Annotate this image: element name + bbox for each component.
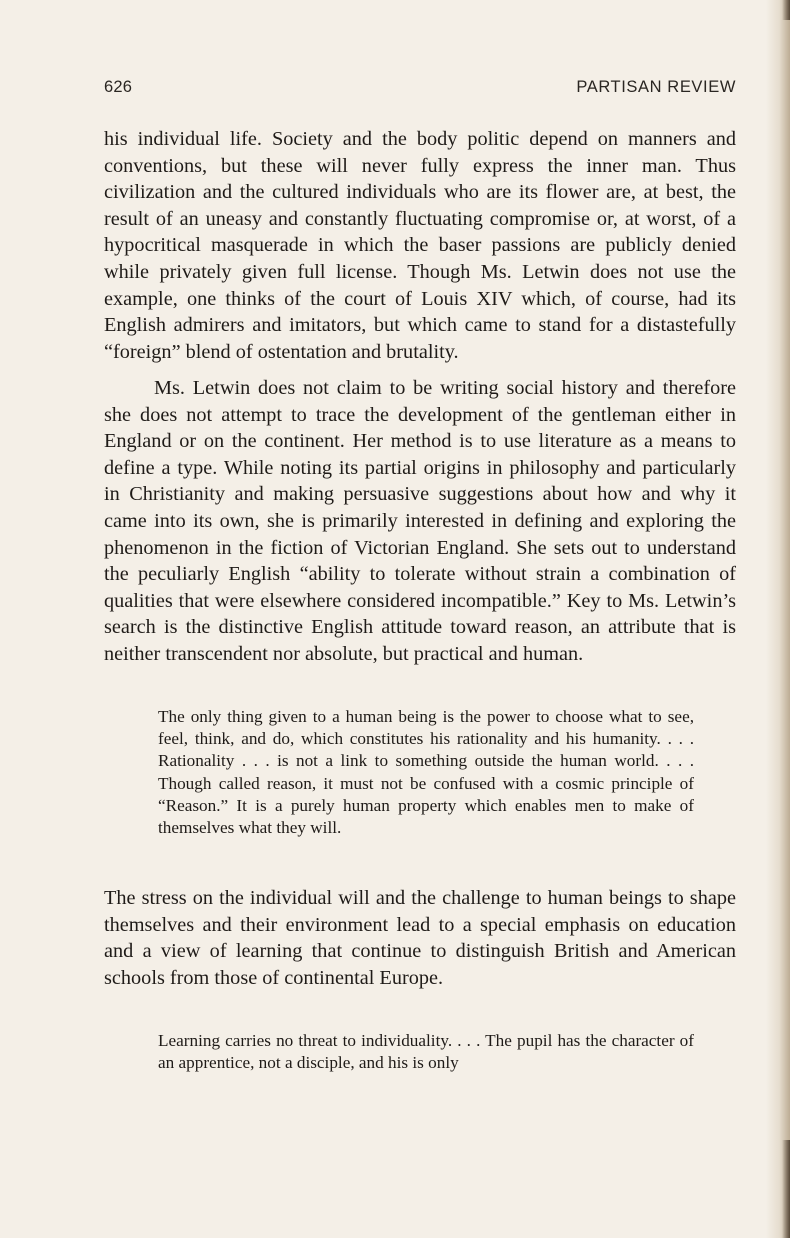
block-quote-1: The only thing given to a human being is the power to choose what to see, feel, think, and do, which constitutes his rationality and his humanity. . . . Rationality . . . is not a link to something outside the human world. . . . Though called reason, it must not be confused with a cosmic principle of “Reason.” It is a purely human property which enables men to make of themselves what they will. bbox=[158, 707, 694, 838]
running-head bbox=[104, 78, 736, 100]
page-edge-shadow bbox=[766, 0, 790, 1238]
journal-title: PARTISAN REVIEW bbox=[576, 78, 736, 96]
body-paragraph-2: Ms. Letwin does not claim to be writing social history and therefore she does not attempt to trace the development of the gentleman either in England or on the continent. Her method is to use literature as a means to define a type. While noting its partial origins in philosophy and particularly in Christianity and making persuasive suggestions about how and why it came into its own, she is primarily interested in defining and exploring the phenomenon in the fiction of Victorian England. She sets out to understand the peculiarly English “ability to tolerate without strain a combination of qualities that were elsewhere considered incompatible.” Key to Ms. Letwin’s search is the distinctive English attitude toward reason, an attribute that is neither transcendent nor absolute, but practical and human. bbox=[104, 377, 736, 665]
block-quote-2: Learning carries no threat to individuality. . . . The pupil has the character of an apprentice, not a disciple, and his is only bbox=[158, 1031, 694, 1073]
body-paragraph-3: The stress on the individual will and the challenge to human beings to shape themselves and their environment lead to a special emphasis on education and a view of learning that continue to distinguish British and American schools from those of continental Europe. bbox=[104, 887, 736, 989]
page-edge-dark-top bbox=[782, 0, 790, 20]
body-paragraph-1: his individual life. Society and the body politic depend on manners and conventions, but these will never fully express the inner man. Thus civilization and the cultured individuals who are its flower are, at best, the result of an uneasy and constantly fluctuating compromise or, at worst, of a hypocritical masquerade in which the baser passions are publicly denied while privately given full license. Though Ms. Letwin does not use the example, one thinks of the court of Louis XIV which, of course, had its English admirers and imitators, but which came to stand for a distastefully “foreign” blend of ostentation and brutality. bbox=[104, 128, 736, 363]
page-edge-dark-bottom bbox=[782, 1140, 790, 1238]
page-number: 626 bbox=[104, 78, 133, 96]
